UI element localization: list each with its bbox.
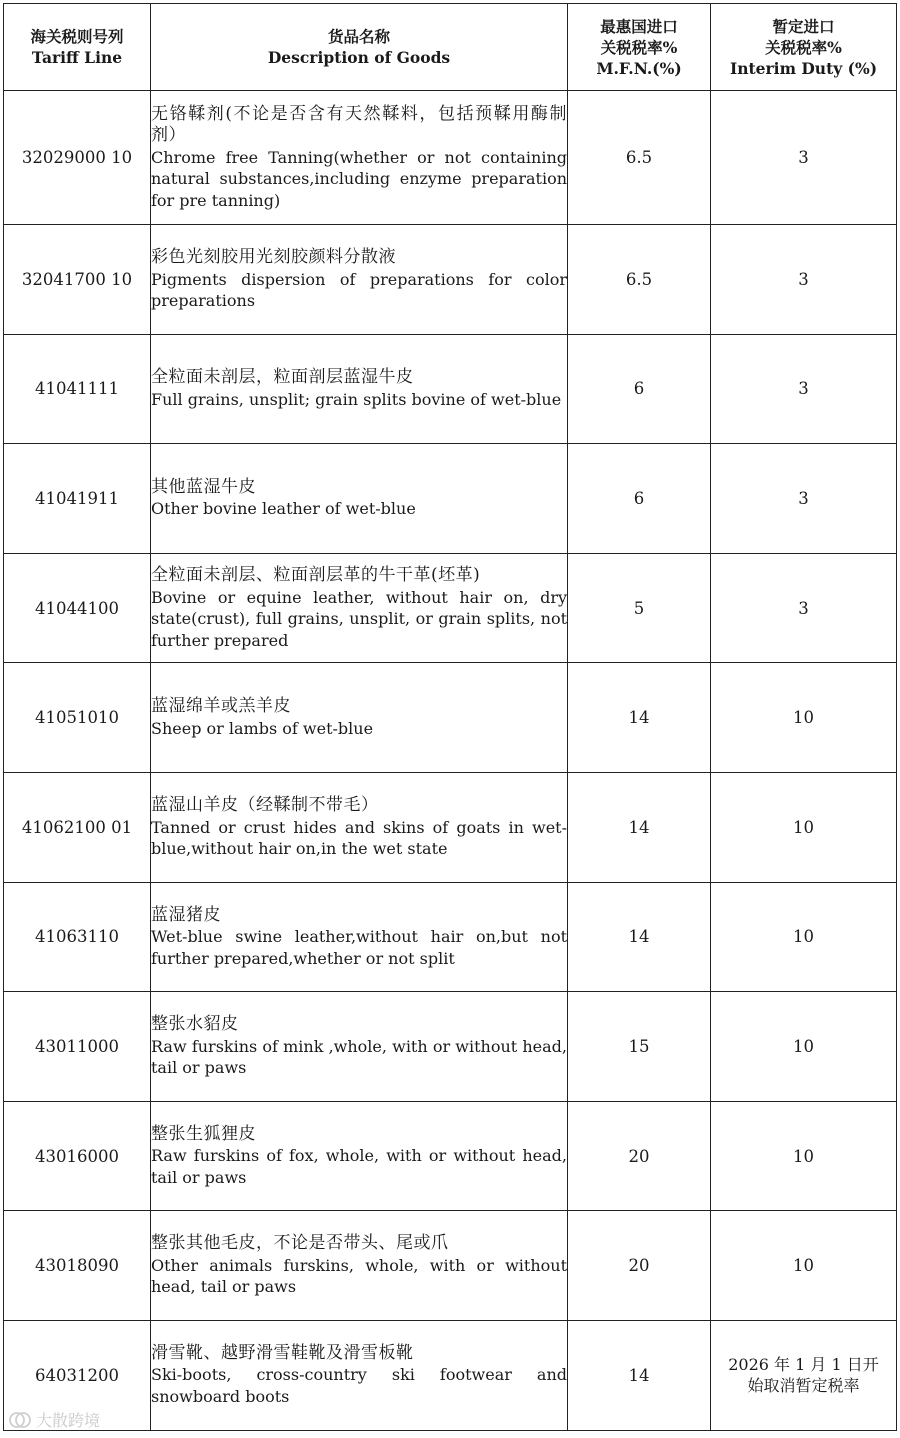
description-cn: 全粒面未剖层、粒面剖层革的牛干革(坯革) bbox=[151, 565, 481, 586]
table-row bbox=[4, 1211, 897, 1321]
interim-rate: 10 bbox=[711, 1101, 897, 1211]
tariff-code: 41062100 01 bbox=[4, 772, 151, 882]
description-cn: 整张生狐狸皮 bbox=[151, 1123, 256, 1144]
watermark-text: 大散跨境 bbox=[36, 1411, 101, 1430]
description-cn: 无铬鞣剂(不论是否含有天然鞣料，包括预鞣用酶制剂） bbox=[151, 103, 567, 146]
mfn-rate: 14 bbox=[568, 882, 711, 992]
header-description: 货品名称 Description of Goods bbox=[151, 4, 568, 91]
tariff-table bbox=[3, 3, 897, 1431]
table-row bbox=[4, 772, 897, 882]
table-row bbox=[4, 444, 897, 554]
interim-rate: 2026 年 1 月 1 日开始取消暂定税率 bbox=[711, 1320, 897, 1430]
description-cn: 其他蓝湿牛皮 bbox=[151, 476, 256, 497]
mfn-rate: 14 bbox=[568, 772, 711, 882]
table-row bbox=[4, 882, 897, 992]
goods-description bbox=[151, 553, 568, 663]
table-row bbox=[4, 553, 897, 663]
description-cn: 整张水貂皮 bbox=[151, 1014, 239, 1035]
mfn-rate: 6.5 bbox=[568, 225, 711, 335]
goods-description bbox=[151, 334, 568, 444]
tariff-code: 41044100 bbox=[4, 553, 151, 663]
table-row bbox=[4, 992, 897, 1102]
header-mfn: 最惠国进口 关税税率% M.F.N.(%) bbox=[568, 4, 711, 91]
mfn-rate: 15 bbox=[568, 992, 711, 1102]
description-cn: 全粒面未剖层，粒面剖层蓝湿牛皮 bbox=[151, 367, 414, 388]
tariff-code: 41041111 bbox=[4, 334, 151, 444]
interim-rate: 3 bbox=[711, 444, 897, 554]
description-en: Ski-boots, cross-country ski footwear and snowboard boots bbox=[151, 1365, 567, 1406]
description-en: Wet-blue swine leather,without hair on,but not further prepared,whether or not split bbox=[151, 927, 567, 968]
tariff-code: 41041911 bbox=[4, 444, 151, 554]
tariff-code: 32041700 10 bbox=[4, 225, 151, 335]
watermark bbox=[8, 1408, 100, 1431]
mfn-rate: 20 bbox=[568, 1101, 711, 1211]
description-en: Sheep or lambs of wet-blue bbox=[151, 718, 374, 738]
goods-description bbox=[151, 1101, 568, 1211]
tariff-code: 41063110 bbox=[4, 882, 151, 992]
header-interim: 暂定进口 关税税率% Interim Duty (%) bbox=[711, 4, 897, 91]
description-en: Pigments dispersion of preparations for color preparations bbox=[151, 269, 567, 311]
interim-rate: 10 bbox=[711, 772, 897, 882]
interim-rate: 3 bbox=[711, 91, 897, 225]
description-cn: 整张其他毛皮，不论是否带头、尾或爪 bbox=[151, 1233, 449, 1254]
interim-rate: 10 bbox=[711, 882, 897, 992]
description-cn: 蓝湿绵羊或羔羊皮 bbox=[151, 696, 291, 717]
interim-rate: 3 bbox=[711, 553, 897, 663]
interim-rate: 10 bbox=[711, 992, 897, 1102]
mfn-rate: 14 bbox=[568, 663, 711, 773]
description-cn: 蓝湿山羊皮（经鞣制不带毛） bbox=[151, 795, 379, 816]
header-tariff-line: 海关税则号列 Tariff Line bbox=[4, 4, 151, 91]
tariff-code: 64031200 bbox=[4, 1320, 151, 1430]
goods-description bbox=[151, 91, 568, 225]
tariff-code: 41051010 bbox=[4, 663, 151, 773]
tariff-code: 43016000 bbox=[4, 1101, 151, 1211]
description-en: Full grains, unsplit; grain splits bovine of wet-blue bbox=[151, 389, 562, 409]
description-cn: 蓝湿猪皮 bbox=[151, 904, 221, 925]
goods-description bbox=[151, 772, 568, 882]
goods-description bbox=[151, 1211, 568, 1321]
table-row bbox=[4, 1101, 897, 1211]
description-cn: 滑雪靴、越野滑雪鞋靴及滑雪板靴 bbox=[151, 1342, 414, 1363]
table-row bbox=[4, 91, 897, 225]
goods-description bbox=[151, 444, 568, 554]
mfn-rate: 6.5 bbox=[568, 91, 711, 225]
description-en: Raw furskins of mink ,whole, with or without head, tail or paws bbox=[151, 1036, 567, 1078]
table-row bbox=[4, 225, 897, 335]
description-cn: 彩色光刻胶用光刻胶颜料分散液 bbox=[151, 247, 396, 268]
mfn-rate: 20 bbox=[568, 1211, 711, 1321]
watermark-logo-icon bbox=[8, 1410, 32, 1430]
description-en: Bovine or equine leather, without hair on, dry state(crust), full grains, unsplit, or grain splits, not further prepared bbox=[151, 587, 567, 650]
description-en: Chrome free Tanning(whether or not containing natural substances,including enzyme preparation for pre tanning) bbox=[151, 147, 567, 210]
goods-description bbox=[151, 992, 568, 1102]
mfn-rate: 5 bbox=[568, 553, 711, 663]
header-row bbox=[4, 4, 897, 91]
description-en: Other bovine leather of wet-blue bbox=[151, 499, 416, 519]
table-row bbox=[4, 334, 897, 444]
interim-rate: 10 bbox=[711, 663, 897, 773]
mfn-rate: 6 bbox=[568, 444, 711, 554]
description-en: Raw furskins of fox, whole, with or without head, tail or paws bbox=[151, 1146, 567, 1187]
description-en: Other animals furskins, whole, with or without head, tail or paws bbox=[151, 1255, 567, 1297]
mfn-rate: 6 bbox=[568, 334, 711, 444]
mfn-rate: 14 bbox=[568, 1320, 711, 1430]
tariff-code: 32029000 10 bbox=[4, 91, 151, 225]
table-row bbox=[4, 663, 897, 773]
tariff-code: 43018090 bbox=[4, 1211, 151, 1321]
interim-rate: 10 bbox=[711, 1211, 897, 1321]
goods-description bbox=[151, 1320, 568, 1430]
goods-description bbox=[151, 225, 568, 335]
interim-rate: 3 bbox=[711, 225, 897, 335]
goods-description bbox=[151, 663, 568, 773]
goods-description bbox=[151, 882, 568, 992]
description-en: Tanned or crust hides and skins of goats in wet-blue,without hair on,in the wet state bbox=[151, 817, 567, 859]
interim-rate: 3 bbox=[711, 334, 897, 444]
tariff-code: 43011000 bbox=[4, 992, 151, 1102]
table-row bbox=[4, 1320, 897, 1430]
